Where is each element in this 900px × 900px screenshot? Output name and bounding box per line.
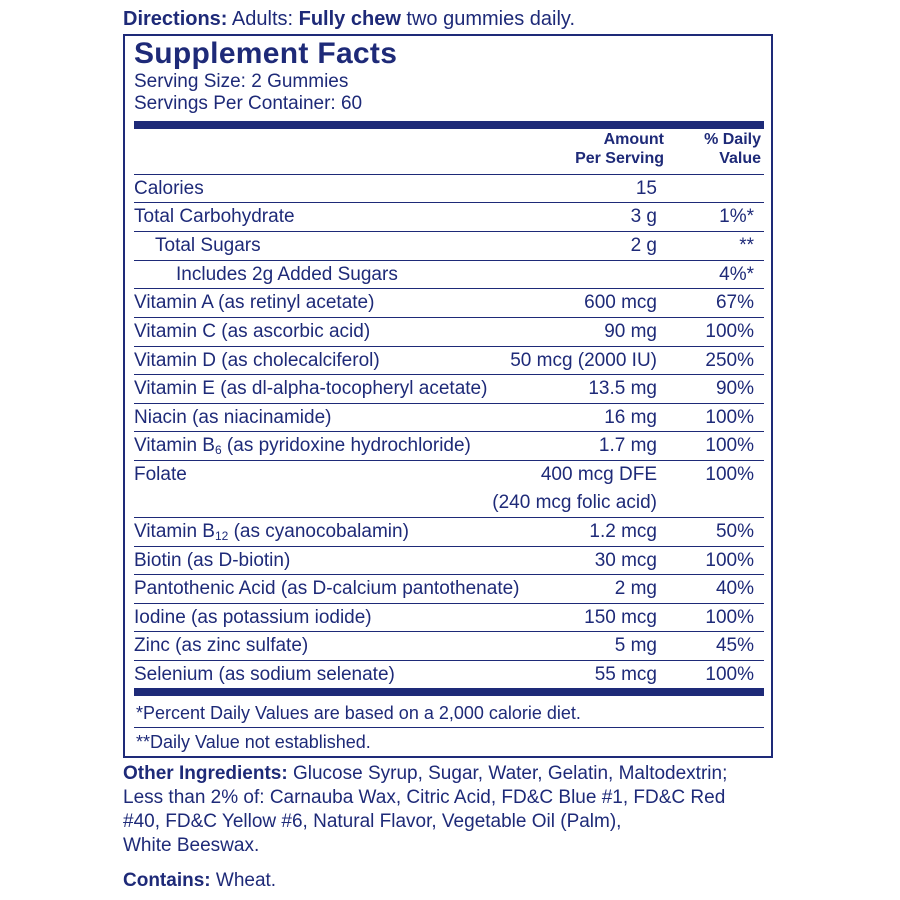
nutrient-name: Total Sugars — [155, 235, 261, 256]
nutrient-daily-value: 40% — [715, 578, 754, 599]
facts-row-folate — [134, 460, 764, 517]
nutrient-amount: 30 mcg — [594, 550, 657, 571]
nutrient-daily-value: 100% — [705, 435, 754, 456]
nutrient-name: Vitamin A (as retinyl acetate) — [134, 292, 375, 313]
nutrient-amount: 16 mg — [604, 407, 657, 428]
column-header-dv-line2: Value — [719, 150, 761, 167]
nutrient-amount: 600 mcg — [584, 292, 657, 313]
nutrient-amount: 90 mg — [604, 321, 657, 342]
nutrient-name: Folate — [134, 464, 187, 485]
nutrient-daily-value: 100% — [705, 407, 754, 428]
other-ingredients — [123, 762, 783, 858]
nutrient-daily-value: 45% — [715, 635, 754, 656]
serving-size: Serving Size: 2 Gummies — [134, 71, 349, 92]
nutrient-name — [134, 432, 471, 460]
nutrient-daily-value: 90% — [715, 378, 754, 399]
nutrient-amount: 13.5 mg — [588, 378, 657, 399]
facts-row-vitamin-a — [134, 288, 764, 316]
nutrient-name: Total Carbohydrate — [134, 206, 295, 227]
nutrient-name: Calories — [134, 178, 204, 199]
facts-row-vitamin-d — [134, 346, 764, 374]
other-ingredients-text1: Glucose Syrup, Sugar, Water, Gelatin, Maltodextrin; — [287, 763, 728, 784]
nutrient-amount: 5 mg — [614, 635, 657, 656]
facts-row-vitamin-b6 — [134, 431, 764, 459]
directions-emphasis: Fully chew — [298, 8, 401, 30]
nutrient-name: Biotin (as D-biotin) — [134, 550, 291, 571]
facts-row-pantothenic-acid — [134, 574, 764, 602]
nutrient-daily-value: 4%* — [719, 264, 754, 285]
facts-title: Supplement Facts — [134, 37, 398, 70]
nutrient-amount: 150 mcg — [584, 607, 657, 628]
footer-divider-bar — [134, 688, 764, 696]
column-header-dv-line1: % Daily — [704, 131, 761, 148]
other-ingredients-line4: White Beeswax. — [123, 835, 260, 856]
nutrient-daily-value: 67% — [715, 292, 754, 313]
other-ingredients-label: Other Ingredients: — [123, 763, 288, 784]
nutrient-amount: 1.7 mg — [598, 435, 657, 456]
nutrient-amount: 1.2 mcg — [589, 521, 657, 542]
column-header-amount-line1: Amount — [603, 131, 664, 148]
facts-row-total-carbohydrate — [134, 202, 764, 230]
nutrient-daily-value: 100% — [705, 321, 754, 342]
facts-row-iodine — [134, 603, 764, 631]
nutrient-name-prefix: Vitamin B — [134, 521, 215, 542]
nutrient-daily-value: ** — [739, 235, 754, 256]
directions-label: Directions: — [123, 8, 228, 30]
nutrient-name-suffix: (as cyanocobalamin) — [228, 521, 409, 542]
nutrient-amount: 50 mcg (2000 IU) — [510, 350, 657, 371]
contains-text: Wheat. — [210, 870, 277, 891]
nutrient-daily-value: 100% — [705, 550, 754, 571]
nutrient-amount: 55 mcg — [594, 664, 657, 685]
nutrient-daily-value: 100% — [705, 664, 754, 685]
directions-text-b: two gummies daily. — [400, 8, 576, 30]
directions-line — [123, 6, 575, 32]
nutrient-daily-value: 1%* — [719, 206, 754, 227]
nutrient-amount: 15 — [635, 178, 657, 199]
nutrient-name: Iodine (as potassium iodide) — [134, 607, 372, 628]
facts-row-biotin — [134, 546, 764, 574]
nutrient-name: Vitamin E (as dl-alpha-tocopheryl acetate) — [134, 378, 488, 399]
nutrient-amount-detail: (240 mcg folic acid) — [492, 492, 657, 513]
nutrient-amount: 2 g — [630, 235, 657, 256]
nutrient-daily-value: 250% — [705, 350, 754, 371]
nutrient-amount: 400 mcg DFE — [540, 464, 657, 485]
other-ingredients-line3: #40, FD&C Yellow #6, Natural Flavor, Vegetable Oil (Palm), — [123, 811, 622, 832]
nutrient-daily-value: 100% — [705, 464, 754, 485]
facts-row-vitamin-c — [134, 317, 764, 345]
nutrient-name: Pantothenic Acid (as D-calcium pantothenate) — [134, 578, 520, 599]
facts-row-calories — [134, 174, 764, 202]
supplement-facts-panel — [123, 34, 773, 758]
facts-row-vitamin-e — [134, 374, 764, 402]
nutrient-name: Vitamin D (as cholecalciferol) — [134, 350, 380, 371]
column-header-daily-value — [704, 130, 761, 168]
nutrient-name-subscript: 6 — [214, 443, 222, 457]
nutrient-name: Vitamin C (as ascorbic acid) — [134, 321, 371, 342]
contains-statement — [123, 869, 276, 893]
other-ingredients-line1 — [123, 762, 783, 786]
facts-row-zinc — [134, 631, 764, 659]
nutrient-name: Selenium (as sodium selenate) — [134, 664, 395, 685]
nutrient-name-subscript: 12 — [214, 529, 229, 543]
nutrient-amount: 2 mg — [614, 578, 657, 599]
column-header-amount — [575, 130, 664, 168]
facts-row-niacin — [134, 403, 764, 431]
nutrient-amount: 3 g — [630, 206, 657, 227]
facts-row-total-sugars — [134, 231, 764, 259]
column-header-amount-line2: Per Serving — [575, 150, 664, 167]
nutrient-name-suffix: (as pyridoxine hydrochloride) — [221, 435, 471, 456]
servings-per-container: Servings Per Container: 60 — [134, 93, 363, 114]
footnote-not-established: **Daily Value not established. — [136, 732, 371, 752]
contains-label: Contains: — [123, 870, 211, 891]
nutrient-daily-value: 50% — [715, 521, 754, 542]
nutrient-name: Includes 2g Added Sugars — [176, 264, 398, 285]
facts-row-vitamin-b12 — [134, 517, 764, 545]
nutrient-daily-value: 100% — [705, 607, 754, 628]
other-ingredients-line2: Less than 2% of: Carnauba Wax, Citric Acid, FD&C Blue #1, FD&C Red — [123, 787, 726, 808]
nutrient-name: Zinc (as zinc sulfate) — [134, 635, 309, 656]
facts-row-added-sugars — [134, 260, 764, 288]
footnote-daily-values: *Percent Daily Values are based on a 2,000 calorie diet. — [136, 703, 581, 723]
facts-row-selenium — [134, 660, 764, 688]
directions-text-a: Adults: — [227, 8, 299, 30]
nutrient-name — [134, 518, 409, 546]
header-divider-bar — [134, 121, 764, 129]
nutrient-name: Niacin (as niacinamide) — [134, 407, 332, 428]
footnote-divider — [134, 727, 764, 728]
nutrient-name-prefix: Vitamin B — [134, 435, 215, 456]
